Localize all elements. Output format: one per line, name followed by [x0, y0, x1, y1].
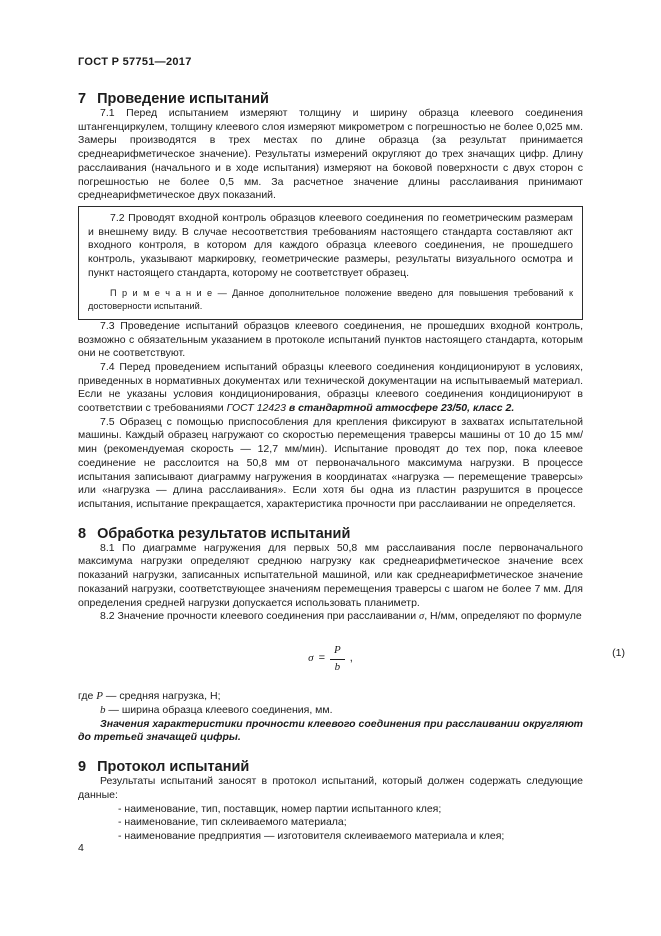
protocol-item-adhesive: - наименование, тип, поставщик, номер партии испытанного клея; — [118, 802, 442, 815]
section-9-body — [78, 775, 583, 844]
section-9-heading — [78, 759, 583, 775]
formula-equals-sign: = — [318, 652, 326, 665]
formula-1-number: (1) — [612, 646, 625, 659]
section-8-body — [78, 541, 625, 745]
formula-sigma-symbol: σ — [308, 652, 314, 665]
clause-7-2-box — [78, 206, 583, 320]
protocol-intro: Результаты испытаний заносят в протокол испытаний, который должен содержать следующие данные: — [78, 775, 583, 801]
note-7-2 — [88, 287, 573, 311]
formula-fraction — [330, 644, 345, 674]
section-7-title: Проведение испытаний — [97, 91, 269, 107]
paragraph-7-4-text: 7.4 Перед проведением испытаний образцы клеевого соединения кондиционируют в условиях, приведенных в нормативных документах или технической документации на испытываемый материал. Если не указаны условия кондиционирования, образцы клеевого соединения кондиционируют в соответствии с требованиями — [78, 360, 583, 415]
paragraph-8-2 — [78, 610, 583, 624]
paragraph-8-2-pre: 8.2 Значение прочности клеевого соединения при расслаивании — [100, 610, 420, 623]
paragraph-7-3: 7.3 Проведение испытаний образцов клеевого соединения, не прошедших входной контроль, возможно с обязательным указанием в протоколе испытаний пунктов настоящего стандарта, которым они не соответствуют. — [78, 319, 583, 360]
formula-trailing-comma: , — [349, 652, 353, 665]
section-9-number: 9 — [78, 759, 87, 776]
formula-denominator-b: b — [334, 660, 341, 673]
formula-1 — [308, 644, 353, 674]
paragraph-7-2: 7.2 Проводят входной контроль образцов клеевого соединения по геометрическим размерам и внешнему виду. В случае несоответствия требованиям настоящего стандарта составляют акт входного контроля, в котором для каждого образца клеевого соединения, не прошедшего контроль, указывают маркировку, геометрические размеры, результаты визуального осмотра и пункт настоящего стандарта, которому не соответствует образец. — [88, 211, 573, 279]
where-clause-P — [78, 690, 583, 704]
variable-b: b — [100, 704, 106, 717]
document-standard-code: ГОСТ Р 57751—2017 — [78, 56, 192, 68]
rounding-note: Значения характеристики прочности клеевого соединения при расслаивании округляют до третьей значащей цифры. — [78, 717, 583, 744]
where-clause-b — [78, 704, 583, 718]
where-P-definition: — средняя нагрузка, Н; — [102, 690, 221, 703]
variable-P: P — [96, 690, 103, 703]
formula-numerator-P: P — [330, 644, 345, 660]
section-7-body — [78, 107, 583, 512]
protocol-item-material: - наименование, тип склеиваемого материала; — [118, 816, 347, 829]
where-intro: где — [78, 690, 97, 703]
note-text: — Данное дополнительное положение введено для повышения требований к достоверности испытаний. — [88, 288, 573, 311]
page-content — [78, 0, 625, 844]
paragraph-8-2-post: , Н/мм, определяют по формуле — [424, 610, 582, 623]
paragraph-7-4 — [78, 361, 583, 416]
paragraph-7-5: 7.5 Образец с помощью приспособления для крепления фиксируют в захватах испытательной машины. Каждый образец нагружают со скоростью перемещения траверсы машины от 10 до 15 мм/мин (рекомендуемая скорость — 12,7 мм/мин). Испытание проводят до тех пор, пока клеевое соединение не расслоится на 50,8 мм от первоначального максимума нагрузки. В процессе испытания записывают диаграмму нагружения в координатах «нагрузка — перемещение траверсы» или «нагрузка — длина расслаивания». Если хотя бы одна из пластин разрушится в процессе испытания, испытание прекращается, характеристика прочности при расслаивании не определяется. — [78, 415, 583, 510]
section-8-heading — [78, 526, 583, 542]
section-8-number: 8 — [78, 525, 87, 542]
section-7-number: 7 — [78, 91, 87, 107]
sigma-symbol-inline: σ — [419, 611, 425, 623]
page-number: 4 — [78, 842, 84, 854]
gost-12423-reference: ГОСТ 12423 — [226, 402, 286, 415]
section-8-title: Обработка результатов испытаний — [97, 525, 351, 542]
where-b-definition: — ширина образца клеевого соединения, мм. — [105, 704, 333, 717]
standard-atmosphere-emphasis: в стандартной атмосфере 23/50, класс 2. — [285, 402, 515, 415]
section-9-title: Протокол испытаний — [97, 759, 250, 776]
formula-1-block — [78, 643, 625, 674]
note-label: П р и м е ч а н и е — [110, 288, 213, 299]
paragraph-8-1: 8.1 По диаграмме нагружения для первых 50,8 мм расслаивания после первоначального максимума нагрузки определяют среднюю нагрузку как среднеарифметическое значение всех показаний нагрузки, записанных испытательной машиной, или как среднеарифметическое значение показаний нагрузки, соответствующее значениям перемещения траверсы с шагом не более 7 мм. Для определения средней нагрузки допускается использовать планиметр. — [78, 541, 583, 609]
protocol-item-manufacturer: - наименование предприятия — изготовителя склеиваемого материала и клея; — [118, 829, 505, 842]
section-7-heading — [78, 91, 583, 107]
paragraph-7-1: 7.1 Перед испытанием измеряют толщину и ширину образца клеевого соединения штангенциркулем, толщину клеевого слоя измеряют микрометром с погрешностью не более 0,025 мм. Замеры производятся в трех местах по длине образца (за результат принимается среднеарифметическое значение). Результаты измерений округляют до трех значащих цифр. Длину расслаивания (начального и в ходе испытания) измеряют на боковой поверхности с двух сторон с погрешностью не более 0,5 мм. За расчетное значение длины расслаивания принимают среднеарифметическое двух показаний. — [78, 107, 583, 202]
